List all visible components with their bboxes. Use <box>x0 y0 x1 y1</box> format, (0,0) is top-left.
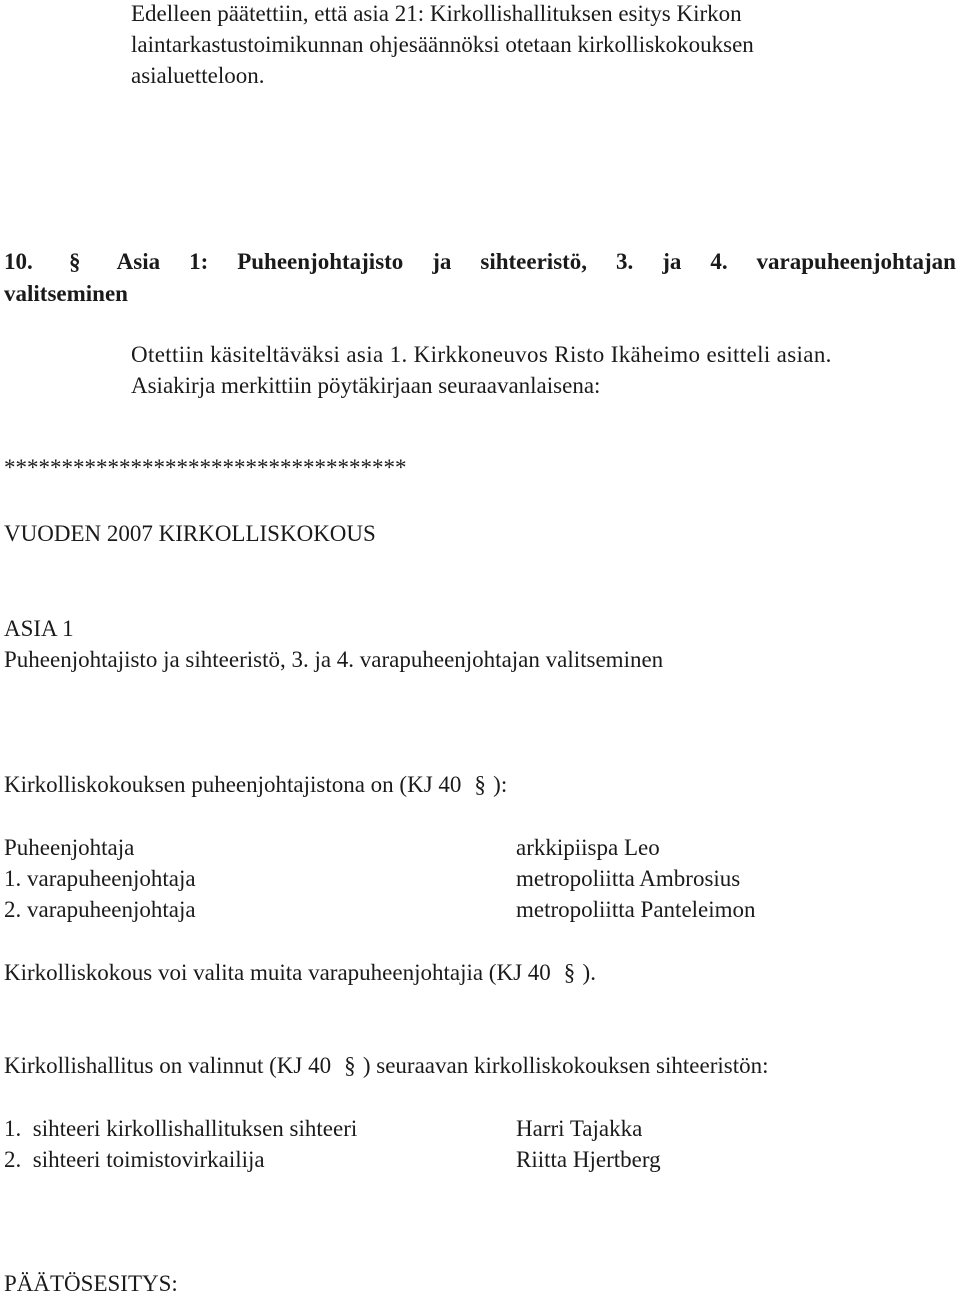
document-title: VUODEN 2007 KIRKOLLISKOKOUS <box>4 521 376 546</box>
section-heading-line-2: valitseminen <box>4 281 128 306</box>
asia-label: ASIA 1 <box>4 616 74 641</box>
asterisk-separator: *********************************** <box>4 455 407 480</box>
presidium-role-2: 1. varapuheenjohtaja <box>4 866 196 891</box>
intro-line-2: laintarkastustoimikunnan ohjesäännöksi otetaan kirkolliskokouksen <box>131 32 754 57</box>
heading-word-5: sihteeristö, <box>480 249 588 274</box>
heading-word-6: 3. <box>616 249 634 274</box>
heading-word-9: varapuheenjohtajan <box>756 249 956 274</box>
heading-word-8: 4. <box>710 249 728 274</box>
heading-word-7: ja <box>662 249 682 274</box>
secretariat-intro <box>4 1050 768 1081</box>
section-sign-icon: § <box>474 772 486 797</box>
vice-note-text: Kirkolliskokous voi valita muita varapuheenjohtajia (KJ 40 <box>4 960 557 985</box>
heading-word-2: 1: <box>189 249 209 274</box>
section-sign-icon: § <box>344 1053 356 1078</box>
presidium-role-3: 2. varapuheenjohtaja <box>4 897 196 922</box>
proposal-label: PÄÄTÖSESITYS: <box>4 1271 178 1296</box>
secretariat-intro-end: ) seuraavan kirkolliskokouksen sihteeristön: <box>362 1053 769 1078</box>
secretariat-role-1: 1. sihteeri kirkollishallituksen sihteeri <box>4 1116 358 1141</box>
section-sign-icon: § <box>563 960 576 985</box>
secretariat-intro-text: Kirkollishallitus on valinnut (KJ 40 <box>4 1053 337 1078</box>
section-number: 10. <box>4 249 33 274</box>
presidium-intro-end: ): <box>493 772 508 797</box>
presidium-person-1: arkkipiispa Leo <box>516 835 660 860</box>
vice-note <box>4 957 596 988</box>
intro-line-1: Edelleen päätettiin, että asia 21: Kirkollishallituksen esitys Kirkon <box>131 1 742 26</box>
secretariat-person-1: Harri Tajakka <box>516 1116 643 1141</box>
section-sign-icon: § <box>68 249 81 274</box>
presidium-person-3: metropoliitta Panteleimon <box>516 897 756 922</box>
section-heading <box>4 246 956 277</box>
presidium-intro <box>4 769 507 800</box>
presidium-person-2: metropoliitta Ambrosius <box>516 866 741 891</box>
body-line-2: Asiakirja merkittiin pöytäkirjaan seuraavanlaisena: <box>131 373 601 398</box>
secretariat-role-2: 2. sihteeri toimistovirkailija <box>4 1147 265 1172</box>
presidium-role-1: Puheenjohtaja <box>4 835 135 860</box>
presidium-intro-text: Kirkolliskokouksen puheenjohtajistona on (KJ 40 <box>4 772 468 797</box>
vice-note-end: ). <box>582 960 596 985</box>
intro-line-3: asialuetteloon. <box>131 63 265 88</box>
secretariat-person-2: Riitta Hjertberg <box>516 1147 661 1172</box>
heading-word-3: Puheenjohtajisto <box>237 249 404 274</box>
heading-word-4: ja <box>432 249 452 274</box>
heading-word-1: Asia <box>116 249 161 274</box>
body-line-1: Otettiin käsiteltäväksi asia 1. Kirkkoneuvos Risto Ikäheimo esitteli asian. <box>131 342 832 367</box>
asia-title: Puheenjohtajisto ja sihteeristö, 3. ja 4. varapuheenjohtajan valitseminen <box>4 647 664 672</box>
